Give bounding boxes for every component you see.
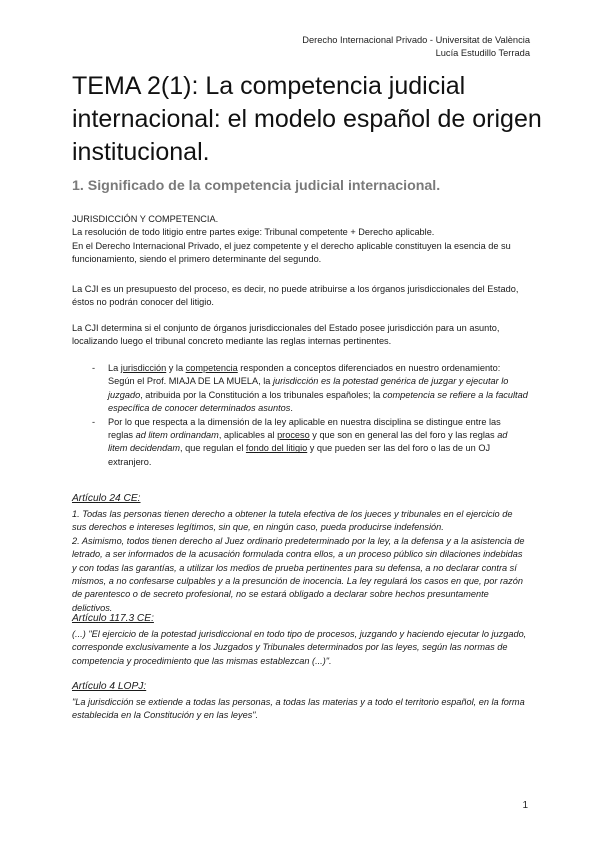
text-run: , atribuida por la Constitución a los tribunales españoles; la	[140, 389, 383, 400]
article-117-title: Artículo 117.3 CE:	[72, 613, 154, 624]
document-title: TEMA 2(1): La competencia judicial internacional: el modelo español de origen institucional.	[72, 72, 542, 166]
text-run: .	[290, 403, 293, 414]
article-24-text	[72, 508, 528, 615]
text-run: Por lo que respecta a la dimensión de la ley aplicable en nuestra disciplina se distingue entre las reglas	[108, 416, 501, 441]
article-4-title: Artículo 4 LOPJ:	[72, 681, 147, 692]
article-24-heading-wrap	[72, 492, 528, 505]
section-heading: JURISDICCIÓN Y COMPETENCIA.	[72, 214, 219, 224]
underlined-term: fondo del litigio	[245, 443, 308, 454]
text-run: responden a conceptos diferenciados en nuestro ordenamiento: Según el Prof. MIAJA DE LA MUELA, la	[108, 363, 501, 387]
page-header	[302, 34, 530, 60]
italic-definition: jurisdicción es la potestad genérica de juzgar y ejecutar lo juzgado	[108, 376, 509, 400]
article-4-paragraph: "La jurisdicción se extiende a todas las personas, a todas las materias y a todo el territorio español, en la forma establecida en la Constitución y en las leyes".	[72, 697, 525, 721]
underlined-term: proceso	[277, 430, 310, 441]
text-run: y la	[166, 363, 186, 373]
paragraph-determina: La CJI determina si el conjunto de órganos jurisdiccionales del Estado posee jurisdicción para un asunto, localizando luego el tribunal concreto mediante las reglas internas pertinentes.	[72, 323, 500, 347]
header-course: Derecho Internacional Privado - Universitat de València	[302, 35, 530, 45]
underlined-term: jurisdicción	[120, 363, 167, 373]
jurisdiction-section	[72, 213, 528, 267]
text-run: y que son en general las del foro y las reglas	[309, 430, 498, 441]
paragraph-presupuesto: La CJI es un presupuesto del proceso, es decir, no puede atribuirse a los órganos jurisdiccionales del Estado, éstos no podrán conocer del litigio.	[72, 284, 519, 308]
article-4-heading-wrap	[72, 680, 528, 693]
italic-term: ad litem decidendam	[108, 430, 508, 454]
article-4-text	[72, 696, 528, 723]
section-line-1: La resolución de todo litigio entre partes exige: Tribunal competente + Derecho aplicable.	[72, 227, 435, 238]
section-line-2: En el Derecho Internacional Privado, el juez competente y el derecho aplicable constituyen la esencia de su funcionamiento, siendo el primero determinante del segundo.	[72, 240, 511, 265]
underlined-term: competencia	[185, 363, 238, 373]
article-24-paragraph-2: 2. Asimismo, todos tienen derecho al Juez ordinario predeterminado por la ley, a la defensa y a la asistencia de letrado, a ser informados de la acusación formulada contra ellos, a un proceso público sin dilaciones indebidas y con todas las garantías, a utilizar los medios de prueba pertinentes para su defensa, a no declarar contra sí mismos, a no confesarse culpables y a la presunción de inocencia. La ley regulará los casos en que, por razón de parentesco o de secreto profesional, no se estará obligado a declarar sobre hechos presuntamente delictivos.	[72, 535, 525, 613]
bullet-item-ley-aplicable	[92, 416, 528, 470]
article-117-heading-wrap	[72, 612, 528, 625]
page-number: 1	[522, 800, 528, 811]
header-author: Lucía Estudillo Terrada	[435, 48, 530, 58]
bullet-list	[92, 362, 528, 469]
text-run: , aplicables al	[218, 430, 278, 441]
text-run: La	[108, 363, 121, 373]
section-subtitle: 1. Significado de la competencia judicial internacional.	[72, 178, 441, 194]
italic-definition: competencia se refiere a la facultad específica de conocer determinados asuntos	[108, 389, 528, 414]
italic-term: ad litem ordinandam	[135, 430, 219, 441]
article-117-paragraph: (...) "El ejercicio de la potestad jurisdiccional en todo tipo de procesos, juzgando y haciendo ejecutar lo juzgado, corresponde exclusivamente a los Juzgados y Tribunales determinados por las leyes, según las normas de competencia y procedimiento que las mismas establezcan (...)".	[72, 629, 527, 666]
article-24-title: Artículo 24 CE:	[72, 493, 141, 504]
text-run: y que pueden ser las del foro o las de un OJ extranjero.	[108, 443, 491, 467]
bullet-item-jurisdiccion	[92, 362, 528, 416]
article-24-paragraph-1: 1. Todas las personas tienen derecho a obtener la tutela efectiva de los jueces y tribunales en el ejercicio de sus derechos e intereses legítimos, sin que, en ningún caso, pueda producirse indefensión.	[72, 509, 513, 533]
article-117-text	[72, 628, 528, 668]
text-run: , que regulan el	[180, 443, 246, 454]
